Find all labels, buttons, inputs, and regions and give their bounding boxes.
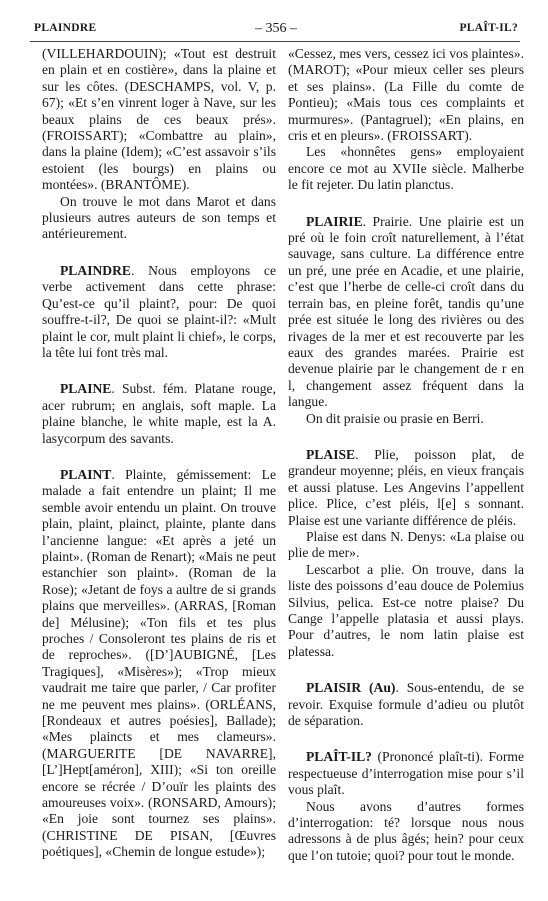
entry-text: . Nous employons ce verbe activement dans cette phrase: Qu’est-ce qu’il plaint?, pour: De quoi souffre-t-il?, De quoi se plaint-il?: «Mult plaint le cor, mult plaint li chief», le corps, la tête lui font très mal. — [42, 262, 276, 360]
paragraph — [288, 562, 524, 660]
running-head-left: PLAINDRE — [34, 22, 97, 34]
paragraph — [288, 144, 524, 193]
dictionary-entry — [288, 214, 524, 411]
dictionary-entry — [288, 749, 524, 798]
page-header — [34, 22, 518, 40]
header-rule — [30, 41, 520, 42]
left-column — [42, 46, 276, 861]
paragraph-text: (VILLEHARDOUIN); «Tout est destruit en plain et en costière», dans la plaine et sur les côtes. (DESCHAMPS, vol. V, p. 67); «Et s’en vinrent loger à Nave, sur les beaux plains de ces beaux prés». (FROISSART); «Combattre au plain», dans la plaine (Idem); «C’est assavoir s’ils estoient (les bourgs) en plains ou montées». (BRANTÔME). — [42, 46, 276, 193]
paragraph-text: On dit praisie ou prasie en Berri. — [306, 410, 484, 426]
dictionary-entry — [288, 680, 524, 729]
paragraph — [42, 194, 276, 243]
entry-headword: PLAÎT-IL? — [306, 749, 372, 765]
dictionary-entry — [42, 467, 276, 861]
paragraph-text: Lescarbot a plie. On trouve, dans la liste des poissons d’eau douce de Polemius Silvius, pelica. Est-ce notre plaise? Du Cange l’appelle platasia et aussi plays. Pour d’autres, le nom latin plaise est platessa. — [288, 561, 524, 659]
entry-text: . Sous-entendu, de se revoir. Exquise formule d’adieu ou plutôt de séparation. — [288, 680, 524, 729]
entry-text: . Plainte, gémissement: Le malade a fait entendre un plaint; Il me semble avoir entendu un plaint. On trouve plain, plaint, plainct, plainte, plante dans l’ancienne langue: «Et après a jeté un plaint». (Roman de Renart); «Mais ne peut estanchier son plaint». (Roman de la Rose); «Jetant de foys a aultre de si grands plains que merveilles». (ARRAS, [Roman de] Mélusine); «Ton fils et tes plus proches / Consoleront tes plains de ris et de reproches». ([D’]AUBIGNÉ, [Les Tragiques], «Misères»); «Trop mieux vaudrait me taire que parler, / Car profiter ne me peuvent mes plains». (ORLÉANS, [Rondeaux et autres poésies], Ballade); «Mes plaincts et mes clameurs». (MARGUERITE [DE NAVARRE], [L’]Hept[améron], XIII); «Si ton oreille encore se récrée / D’ouïr les plaints des amoureuses voix». (RONSARD, Amours); «En joie sont tournez ses plains». (CHRISTINE DE PISAN, [Œuvres poétiques], «Chemin de longue estude»); — [42, 466, 276, 860]
paragraph — [42, 46, 276, 194]
dictionary-entry — [42, 381, 276, 447]
dictionary-entry — [288, 447, 524, 529]
entry-headword: PLAINE — [60, 381, 112, 397]
dictionary-entry — [42, 263, 276, 361]
paragraph-text: Les «honnêtes gens» employaient encore ce mot au XVIIe siècle. Malherbe le fit rejeter. Du latin planctus. — [288, 144, 524, 193]
paragraph-text: Nous avons d’autres formes d’interrogation: té? lorsque nous nous adressons à de plus âgés; hein? pour ceux que l’on tutoie; quoi? pour tout le monde. — [288, 798, 524, 863]
entry-headword: PLAISIR (Au) — [306, 680, 396, 696]
entry-text: (Prononcé plaît-ti). Forme respectueuse d’interrogation mise pour s’il vous plaît. — [288, 749, 524, 798]
entry-text: . Prairie. Une plairie est un pré où le foin croît naturellement, à l’état sauvage, sans culture. La différence entre un pré, une prée en Acadie, et une plairie, c’est que l’herbe de celle-ci croît dans du terrain bas, en pleine forêt, tandis qu’une prée est située le long des rivières ou des rivages de la mer et est recouverte par les eaux des grandes marées. Prairie est devenue plairie par le changement de r en l, changement assez fréquent dans la langue. — [288, 213, 524, 410]
paragraph-text: «Cessez, mes vers, cessez ici vos plaintes». (MAROT); «Pour mieux celler ses pleurs et ses plains». (La Fille du comte de Pontieu); «Mais tous ces complaints et murmures». (Pantagruel); «En plains, en cris et en pleurs». (FROISSART). — [288, 46, 524, 144]
entry-headword: PLAIRIE — [306, 213, 363, 229]
entry-text: . Subst. fém. Platane rouge, acer rubrum; en anglais, soft maple. La plaine blanche, le white maple, est la A. lasycorpum des savants. — [42, 381, 276, 446]
page-number: – 356 – — [255, 21, 297, 36]
entry-text: . Plie, poisson plat, de grandeur moyenne; pléis, en vieux français et aussi platuse. Les Angevins l’appellent plice. Plice, c’est pléis, l[e] s sonnant. Plaise est une variante différence de pléis. — [288, 446, 524, 528]
entry-headword: PLAINDRE — [60, 262, 131, 278]
right-column — [288, 46, 524, 864]
running-head-right: PLAÎT-IL? — [459, 22, 518, 34]
entry-headword: PLAINT — [60, 466, 112, 482]
entry-headword: PLAISE — [306, 446, 356, 462]
paragraph — [288, 529, 524, 562]
paragraph — [288, 411, 524, 427]
paragraph — [288, 799, 524, 865]
paragraph — [288, 46, 524, 144]
paragraph-text: On trouve le mot dans Marot et dans plusieurs autres auteurs de son temps et antérieurement. — [42, 193, 276, 242]
paragraph-text: Plaise est dans N. Denys: «La plaise ou plie de mer». — [288, 528, 524, 561]
